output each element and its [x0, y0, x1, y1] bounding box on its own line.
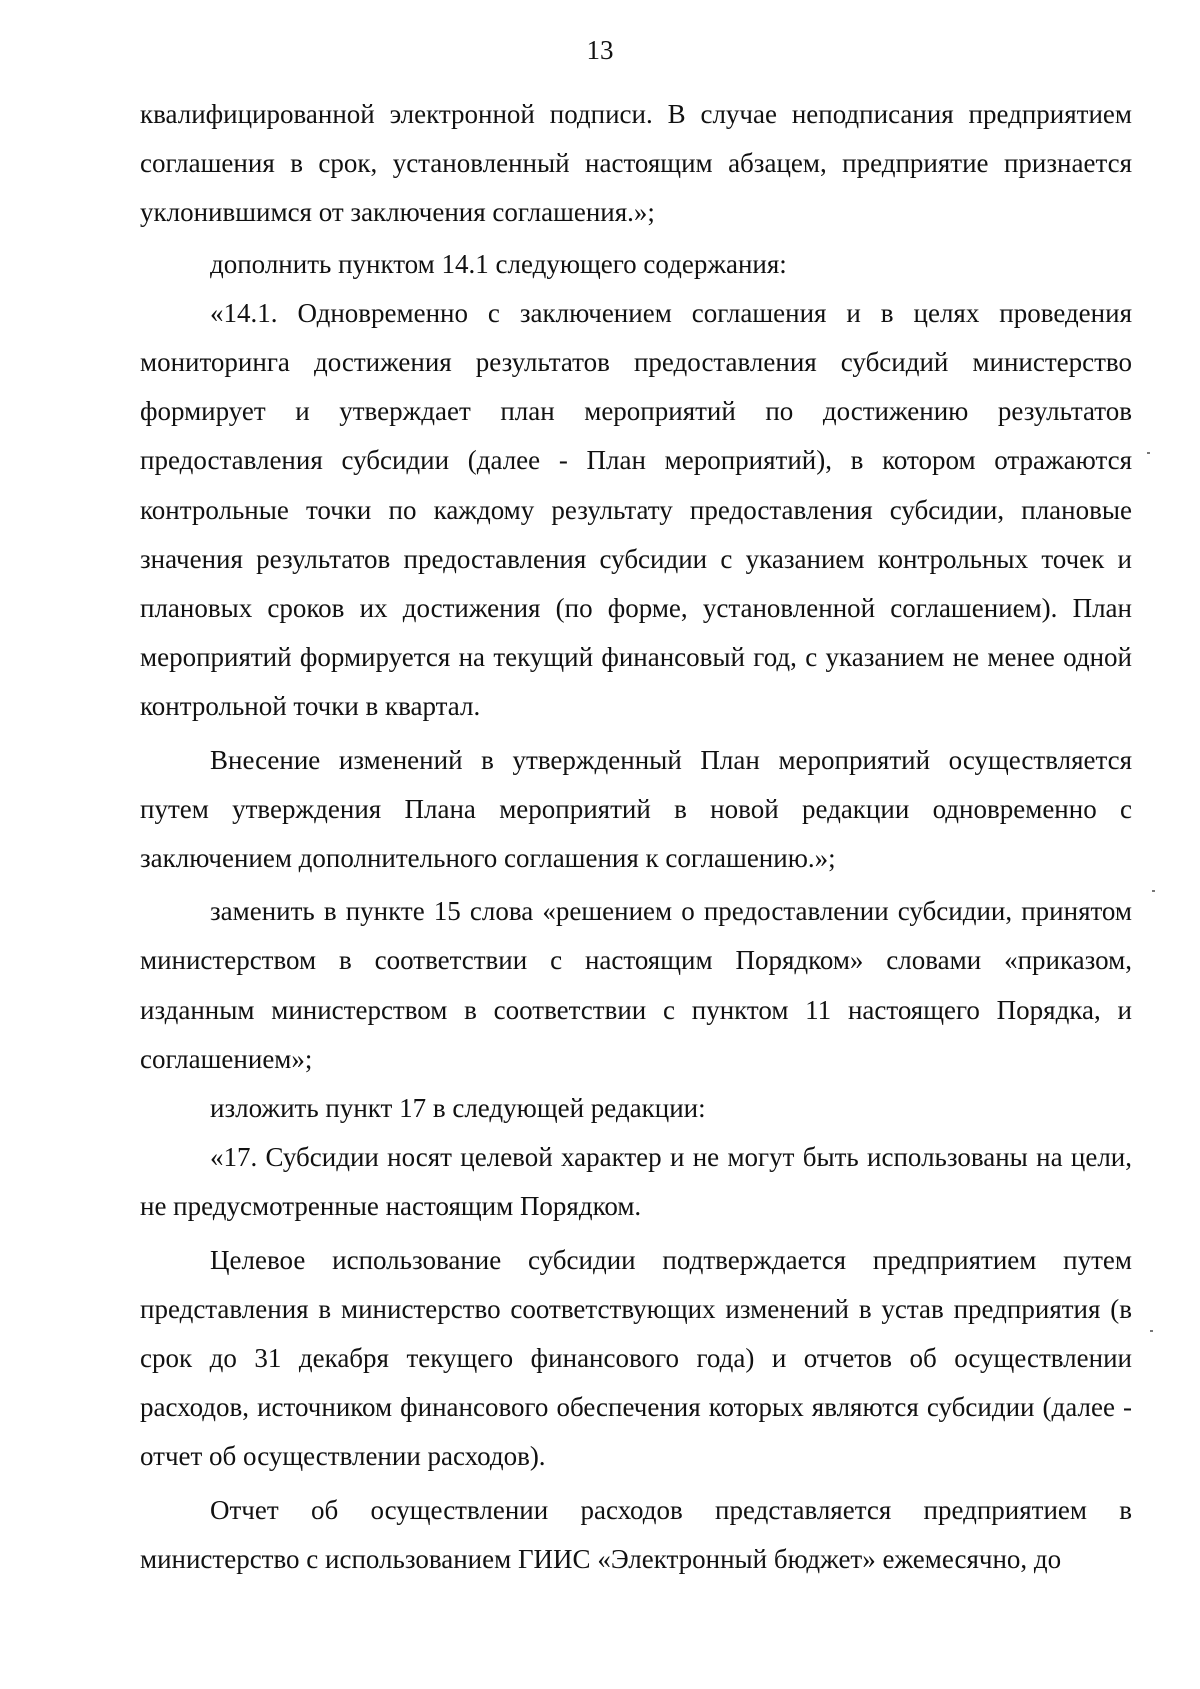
scan-speck — [1147, 452, 1150, 454]
paragraph-2: дополнить пунктом 14.1 следующего содержания: — [210, 248, 787, 279]
paragraph-4: Внесение изменений в утвержденный План мероприятий осуществляется путем утверждения Плана мероприятий в новой редакции одновременно с заключением дополнительного соглашения к соглашению.»; — [140, 744, 1132, 874]
paragraph-9: Отчет об осуществлении расходов представляется предприятием в министерство с использованием ГИИС «Электронный бюджет» ежемесячно, до — [140, 1494, 1132, 1574]
paragraph-5: заменить в пункте 15 слова «решением о предоставлении субсидии, принятом министерством в соответствии с настоящим Порядком» словами «приказом, изданным министерством в соответствии с пунктом 11 настоящего Порядка, и соглашением»; — [140, 896, 1132, 1074]
paragraph-1: квалифицированной электронной подписи. В случае неподписания предприятием соглашения в срок, установленный настоящим абзацем, предприятие признается уклонившимся от заключения соглашения.»; — [140, 99, 1132, 228]
paragraph-3: «14.1. Одновременно с заключением соглашения и в целях проведения мониторинга достижения результатов предоставления субсидий министерство формирует и утверждает план мероприятий по достижению результатов предоставления субсидии (далее - План мероприятий), в котором отражаются контрольные точки по каждому результату предоставления субсидии, плановые значения результатов предоставления субсидии с указанием контрольных точек и плановых сроков их достижения (по форме, установленной соглашением). План мероприятий формируется на текущий финансовый год, с указанием не менее одной контрольной точки в квартал. — [140, 297, 1132, 722]
page-number: 13 — [586, 35, 614, 65]
paragraph-8: Целевое использование субсидии подтверждается предприятием путем представления в министерство соответствующих изменений в устав предприятия (в срок до 31 декабря текущего финансового года) и отчетов об осуществлении расходов, источником финансового обеспечения которых являются субсидии (далее - отчет об осуществлении расходов). — [140, 1244, 1132, 1472]
document-body — [140, 90, 1132, 1584]
scan-speck — [1152, 890, 1155, 892]
scan-speck — [1150, 1330, 1153, 1332]
paragraph-6: изложить пункт 17 в следующей редакции: — [210, 1093, 706, 1124]
paragraph-7: «17. Субсидии носят целевой характер и не могут быть использованы на цели, не предусмотренные настоящим Порядком. — [140, 1142, 1132, 1222]
